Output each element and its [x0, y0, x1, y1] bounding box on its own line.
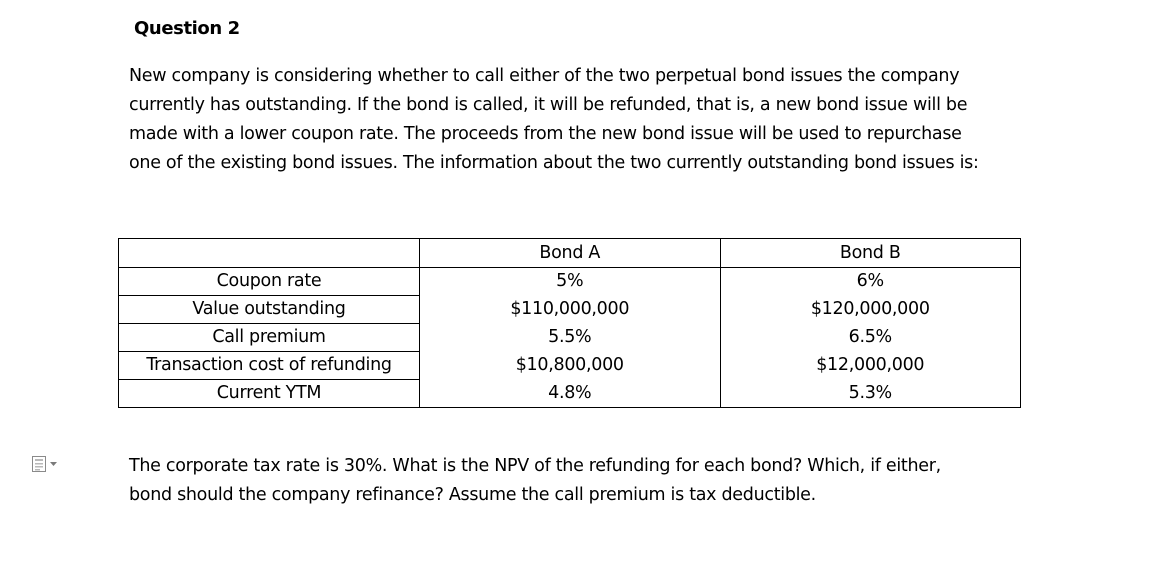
- bond-b-value-outstanding: $120,000,000: [720, 296, 1021, 324]
- task-paragraph: [129, 452, 1029, 510]
- table-row: [119, 324, 1021, 352]
- task-line: bond should the company refinance? Assume the call premium is tax deductible.: [129, 485, 816, 505]
- row-label-value-outstanding: Value outstanding: [119, 296, 420, 324]
- bond-b-call-premium: 6.5%: [720, 324, 1021, 352]
- bond-b-current-ytm: 5.3%: [720, 380, 1021, 408]
- table-row: [119, 352, 1021, 380]
- paste-options-icon: [32, 456, 46, 472]
- intro-line: New company is considering whether to call either of the two perpetual bond issues the company: [129, 66, 960, 86]
- column-header-bond-b: Bond B: [720, 239, 1021, 268]
- chevron-down-icon: [50, 462, 57, 467]
- intro-paragraph: [129, 62, 1029, 178]
- task-line: The corporate tax rate is 30%. What is the NPV of the refunding for each bond? Which, if either,: [129, 456, 941, 476]
- table-row: [119, 268, 1021, 296]
- bond-a-value-outstanding: $110,000,000: [420, 296, 721, 324]
- bond-b-transaction-cost: $12,000,000: [720, 352, 1021, 380]
- corner-cell: [119, 239, 420, 268]
- bond-a-transaction-cost: $10,800,000: [420, 352, 721, 380]
- bond-table: [118, 238, 1021, 408]
- bond-a-current-ytm: 4.8%: [420, 380, 721, 408]
- row-label-coupon-rate: Coupon rate: [119, 268, 420, 296]
- row-label-call-premium: Call premium: [119, 324, 420, 352]
- bond-a-coupon-rate: 5%: [420, 268, 721, 296]
- bond-a-call-premium: 5.5%: [420, 324, 721, 352]
- question-title: Question 2: [134, 18, 240, 39]
- row-label-transaction-cost: Transaction cost of refunding: [119, 352, 420, 380]
- column-header-bond-a: Bond A: [420, 239, 721, 268]
- bond-b-coupon-rate: 6%: [720, 268, 1021, 296]
- intro-line: currently has outstanding. If the bond is called, it will be refunded, that is, a new bond issue will be: [129, 95, 968, 115]
- table-row: [119, 296, 1021, 324]
- intro-line: one of the existing bond issues. The information about the two currently outstanding bond issues is:: [129, 153, 979, 173]
- table-header-row: [119, 239, 1021, 268]
- table-row: [119, 380, 1021, 408]
- row-label-current-ytm: Current YTM: [119, 380, 420, 408]
- paste-options-button[interactable]: [32, 456, 57, 472]
- intro-line: made with a lower coupon rate. The proceeds from the new bond issue will be used to repurchase: [129, 124, 962, 144]
